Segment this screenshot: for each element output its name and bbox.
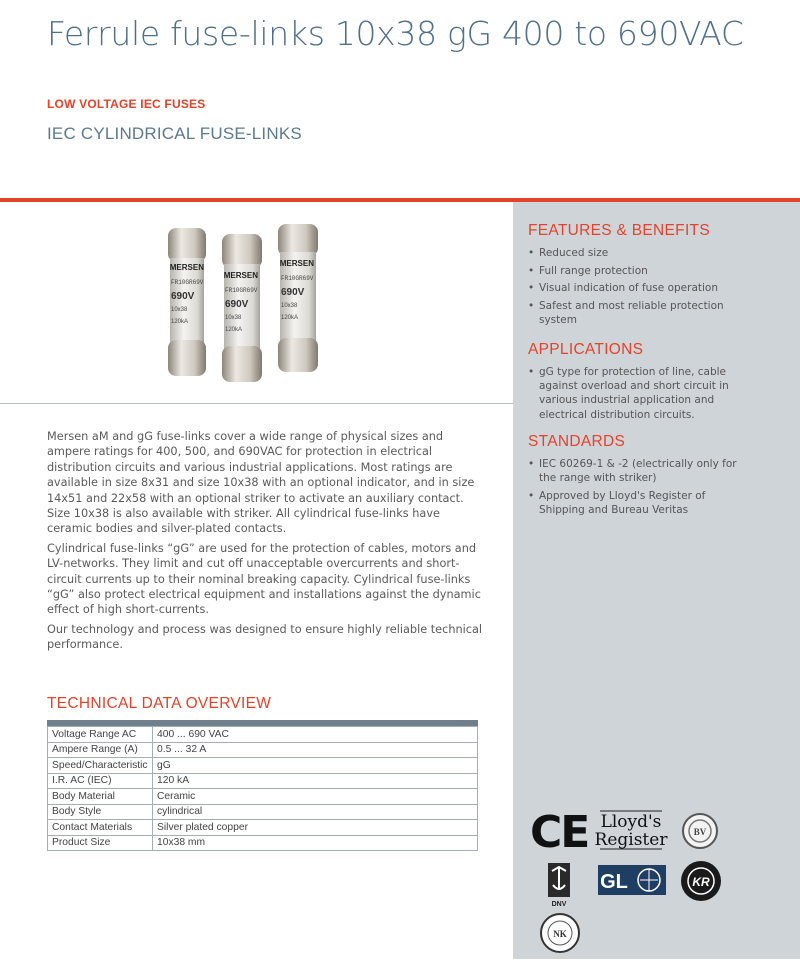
row-value: 120 kA: [153, 773, 478, 789]
technical-data-table: [47, 726, 478, 851]
applications-heading: APPLICATIONS: [528, 341, 644, 358]
row-value: gG: [153, 758, 478, 774]
table-row: [48, 789, 478, 805]
fuse-voltage-label: 690V: [171, 291, 195, 302]
svg-text:Lloyd's: Lloyd's: [600, 812, 662, 832]
row-label: Product Size: [48, 835, 153, 851]
description-paragraph: Cylindrical fuse-links “gG” are used for the protection of cables, motors and LV-networks. They limit and cut off unacceptable overcurrents and short-circuit currents up to their nominal breaking capacity. Cylindrical fuse-links “gG” also protect electrical equipment and installations against the dynamic effect of high short-currents.: [47, 541, 481, 617]
features-list: [528, 246, 743, 331]
row-value: 10x38 mm: [153, 835, 478, 851]
svg-text:KR: KR: [692, 875, 710, 889]
row-value: cylindrical: [153, 804, 478, 820]
row-label: I.R. AC (IEC): [48, 773, 153, 789]
fuse-size-label: 10x38: [281, 303, 298, 309]
table-row: [48, 804, 478, 820]
row-label: Speed/Characteristic: [48, 758, 153, 774]
fuse-voltage-label: 690V: [225, 299, 249, 310]
list-item: • gG type for protection of line, cable against overload and short circuit in various industrial application and electrical distribution circuits.: [528, 365, 743, 422]
svg-text:CE: CE: [530, 807, 589, 858]
list-item: • Approved by Lloyd's Register of Shipping and Bureau Veritas: [528, 489, 743, 517]
row-value: Silver plated copper: [153, 820, 478, 836]
fuse-size-label: 10x38: [171, 307, 188, 313]
description: [47, 429, 487, 657]
list-item: • Safest and most reliable protection system: [528, 299, 743, 327]
kr-logo: [681, 861, 721, 901]
table-row: [48, 835, 478, 851]
svg-text:GL: GL: [600, 871, 628, 893]
fuse-breaking-label: 120kA: [225, 327, 243, 333]
row-label: Voltage Range AC: [48, 727, 153, 743]
bureau-veritas-logo: [683, 814, 717, 848]
fuse-left: [168, 228, 206, 376]
list-item: • Reduced size: [528, 246, 743, 260]
svg-text:NK: NK: [553, 929, 567, 939]
table-row: [48, 742, 478, 758]
description-paragraph: Mersen aM and gG fuse-links cover a wide range of physical sizes and ampere ratings for 400, 500, and 690VAC for protection in electrical distribution circuits and various industrial applications. Most ratings are available in size 8x31 and size 10x38 with an optional indicator, and in size 14x51 and 22x58 with an optional striker to activate an auxiliary contact. Size 10x38 is also available with striker. All cylindrical fuse-links have ceramic bodies and silver-plated contacts.: [47, 430, 475, 536]
category-label: LOW VOLTAGE IEC FUSES: [47, 97, 206, 111]
row-label: Body Style: [48, 804, 153, 820]
list-item: • Visual indication of fuse operation: [528, 281, 743, 295]
description-paragraph: Our technology and process was designed to ensure highly reliable technical performance.: [47, 622, 483, 652]
fuse-breaking-label: 120kA: [171, 319, 189, 325]
ce-mark-icon: [530, 807, 588, 858]
gl-logo: [598, 865, 666, 895]
lloyds-register-logo: [595, 811, 669, 850]
fuse-code-label: FR10GR69V: [171, 279, 204, 286]
fuse-voltage-label: 690V: [281, 287, 305, 298]
row-value: 0.5 ... 32 A: [153, 742, 478, 758]
page-title: Ferrule fuse-links 10x38 gG 400 to 690VAC: [47, 14, 744, 53]
photo-divider: [0, 403, 513, 404]
row-label: Ampere Range (A): [48, 742, 153, 758]
standards-heading: STANDARDS: [528, 433, 626, 450]
certification-logos: [530, 805, 730, 960]
row-label: Contact Materials: [48, 820, 153, 836]
standards-list: [528, 457, 743, 521]
fuse-size-label: 10x38: [225, 315, 242, 321]
list-item: • Full range protection: [528, 264, 743, 278]
technical-data-heading: TECHNICAL DATA OVERVIEW: [47, 695, 272, 712]
fuse-brand-label: MERSEN: [279, 259, 314, 268]
features-heading: FEATURES & BENEFITS: [528, 222, 710, 239]
nk-seal-logo: [541, 914, 579, 952]
applications-list: [528, 365, 743, 425]
row-value: 400 ... 690 VAC: [153, 727, 478, 743]
table-row: [48, 773, 478, 789]
table-row: [48, 758, 478, 774]
fuse-middle: [222, 234, 262, 382]
table-row: [48, 727, 478, 743]
table-row: [48, 820, 478, 836]
dnv-logo: [548, 863, 570, 908]
svg-text:DNV: DNV: [551, 901, 567, 908]
subcategory-label: IEC CYLINDRICAL FUSE-LINKS: [47, 124, 302, 143]
row-value: Ceramic: [153, 789, 478, 805]
svg-text:BV: BV: [693, 827, 707, 837]
fuse-right: [278, 224, 318, 372]
list-item: • IEC 60269-1 & -2 (electrically only for the range with striker): [528, 457, 743, 485]
fuse-brand-label: MERSEN: [223, 271, 258, 280]
svg-text:Register: Register: [594, 830, 668, 850]
product-image: [160, 222, 340, 392]
fuse-code-label: FR10GR69V: [225, 287, 258, 294]
fuse-breaking-label: 120kA: [281, 315, 299, 321]
row-label: Body Material: [48, 789, 153, 805]
fuse-code-label: FR10GR69V: [281, 275, 314, 282]
fuse-brand-label: MERSEN: [169, 263, 204, 272]
